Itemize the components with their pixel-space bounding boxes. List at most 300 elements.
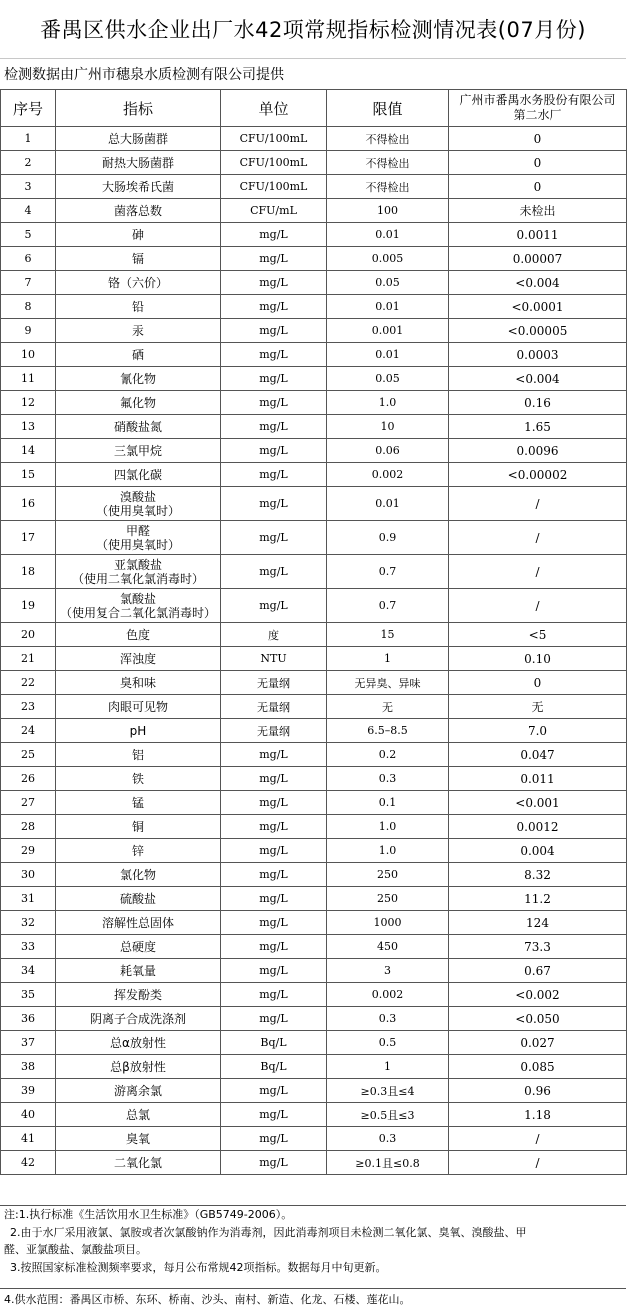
indicator-name: [56, 415, 221, 439]
limit-cell: 1.0: [327, 815, 449, 839]
limit-cell: 0.002: [327, 463, 449, 487]
indicator-name: [56, 839, 221, 863]
row-number: 14: [1, 439, 56, 463]
indicator-name-main: 二氧化氯: [113, 1155, 162, 1170]
result-cell: 0.96: [449, 1079, 627, 1103]
indicator-name: [56, 1079, 221, 1103]
indicator-name: [56, 671, 221, 695]
row-number: 32: [1, 911, 56, 935]
limit-cell: 0.9: [327, 521, 449, 555]
limit-cell: 450: [327, 935, 449, 959]
note-line-1: 注:1.执行标准《生活饮用水卫生标准》（GB5749-2006）。: [4, 1208, 293, 1221]
table-row: [1, 671, 627, 695]
indicator-name-main: 耗氧量: [119, 963, 156, 978]
indicator-name: [56, 1103, 221, 1127]
limit-cell: 250: [327, 863, 449, 887]
unit-cell: mg/L: [221, 391, 327, 415]
unit-cell: mg/L: [221, 1103, 327, 1127]
table-row: [1, 695, 627, 719]
unit-cell: CFU/100mL: [221, 127, 327, 151]
indicator-name-main: 亚氯酸盐: [113, 557, 162, 572]
limit-cell: 0.002: [327, 983, 449, 1007]
table-row: [1, 719, 627, 743]
header-indicator: 指标: [56, 90, 221, 127]
result-cell: <0.00002: [449, 463, 627, 487]
unit-cell: 无量纲: [221, 695, 327, 719]
row-number: 41: [1, 1127, 56, 1151]
indicator-name: [56, 983, 221, 1007]
indicator-name: [56, 223, 221, 247]
row-number: 3: [1, 175, 56, 199]
result-cell: 0.0011: [449, 223, 627, 247]
row-number: 35: [1, 983, 56, 1007]
result-cell: 0: [449, 175, 627, 199]
unit-cell: mg/L: [221, 839, 327, 863]
table-row: [1, 1007, 627, 1031]
indicator-name-main: 臭氧: [125, 1131, 150, 1146]
table-row: [1, 521, 627, 555]
indicator-name: [56, 391, 221, 415]
notes-block: [0, 1205, 626, 1289]
indicator-name-main: 溶解性总固体: [101, 915, 174, 930]
result-cell: 0.67: [449, 959, 627, 983]
unit-cell: Bq/L: [221, 1055, 327, 1079]
indicator-name: [56, 151, 221, 175]
row-number: 12: [1, 391, 56, 415]
unit-cell: mg/L: [221, 959, 327, 983]
row-number: 27: [1, 791, 56, 815]
table-row: [1, 767, 627, 791]
limit-cell: ≥0.3且≤4: [327, 1079, 449, 1103]
limit-cell: 10: [327, 415, 449, 439]
result-cell: 11.2: [449, 887, 627, 911]
limit-cell: 0.5: [327, 1031, 449, 1055]
indicator-name: [56, 959, 221, 983]
result-cell: /: [449, 521, 627, 555]
unit-cell: mg/L: [221, 743, 327, 767]
unit-cell: mg/L: [221, 1007, 327, 1031]
indicator-name: [56, 1007, 221, 1031]
unit-cell: NTU: [221, 647, 327, 671]
row-number: 11: [1, 367, 56, 391]
result-cell: /: [449, 1127, 627, 1151]
limit-cell: ≥0.1且≤0.8: [327, 1151, 449, 1175]
row-number: 36: [1, 1007, 56, 1031]
table-row: [1, 647, 627, 671]
unit-cell: mg/L: [221, 935, 327, 959]
table-row: [1, 815, 627, 839]
limit-cell: 1: [327, 647, 449, 671]
unit-cell: mg/L: [221, 487, 327, 521]
result-cell: 8.32: [449, 863, 627, 887]
row-number: 19: [1, 589, 56, 623]
row-number: 20: [1, 623, 56, 647]
result-cell: 0.085: [449, 1055, 627, 1079]
indicator-name-main: 大肠埃希氏菌: [101, 179, 174, 194]
row-number: 33: [1, 935, 56, 959]
indicator-name: [56, 555, 221, 589]
unit-cell: CFU/100mL: [221, 175, 327, 199]
row-number: 26: [1, 767, 56, 791]
unit-cell: 无量纲: [221, 719, 327, 743]
unit-cell: mg/L: [221, 767, 327, 791]
unit-cell: CFU/100mL: [221, 151, 327, 175]
table-row: [1, 199, 627, 223]
result-cell: 0.0003: [449, 343, 627, 367]
result-cell: 0: [449, 151, 627, 175]
page-title: 番禺区供水企业出厂水42项常规指标检测情况表(07月份): [0, 0, 626, 59]
limit-cell: 不得检出: [327, 175, 449, 199]
indicator-name-main: 铬（六价）: [107, 275, 168, 290]
indicator-name: [56, 589, 221, 623]
indicator-name-main: 硝酸盐氮: [113, 419, 162, 434]
row-number: 7: [1, 271, 56, 295]
indicator-name: [56, 623, 221, 647]
limit-cell: 0.3: [327, 767, 449, 791]
indicator-name-main: 总大肠菌群: [107, 131, 168, 146]
note-line-3: 醛、亚氯酸盐、氯酸盐项目。: [4, 1243, 147, 1256]
limit-cell: 不得检出: [327, 127, 449, 151]
unit-cell: mg/L: [221, 1079, 327, 1103]
note-line-2: 2.由于水厂采用液氯、氯胺或者次氯酸钠作为消毒剂，因此消毒剂项目未检测二氧化氯、臭氧、溴酸盐、甲: [10, 1225, 527, 1239]
indicator-name-main: 砷: [131, 227, 144, 242]
indicator-name-condition: （使用复合二氧化氯消毒时）: [59, 605, 216, 620]
unit-cell: Bq/L: [221, 1031, 327, 1055]
indicator-name: [56, 815, 221, 839]
unit-cell: mg/L: [221, 295, 327, 319]
indicator-name-main: 铝: [131, 747, 144, 762]
header-result-line2: 第二水厂: [513, 108, 562, 122]
indicator-name-main: 四氯化碳: [113, 467, 162, 482]
table-row: [1, 439, 627, 463]
row-number: 24: [1, 719, 56, 743]
row-number: 23: [1, 695, 56, 719]
result-cell: 124: [449, 911, 627, 935]
table-row: [1, 295, 627, 319]
limit-cell: 0.05: [327, 367, 449, 391]
row-number: 16: [1, 487, 56, 521]
indicator-name-condition: （使用臭氧时）: [95, 503, 180, 518]
unit-cell: mg/L: [221, 911, 327, 935]
result-cell: /: [449, 589, 627, 623]
indicator-name: [56, 199, 221, 223]
row-number: 21: [1, 647, 56, 671]
limit-cell: 0.01: [327, 223, 449, 247]
unit-cell: mg/L: [221, 1127, 327, 1151]
limit-cell: 0.01: [327, 487, 449, 521]
supply-scope-note: 4.供水范围：番禺区市桥、东环、桥南、沙头、南村、新造、化龙、石楼、莲花山。: [4, 1293, 411, 1306]
indicator-name: [56, 887, 221, 911]
table-row: [1, 127, 627, 151]
table-row: [1, 223, 627, 247]
result-cell: <0.0001: [449, 295, 627, 319]
indicator-name-main: 锌: [131, 843, 144, 858]
limit-cell: 0.1: [327, 791, 449, 815]
limit-cell: 100: [327, 199, 449, 223]
indicator-name: [56, 719, 221, 743]
table-row: [1, 589, 627, 623]
unit-cell: mg/L: [221, 815, 327, 839]
indicator-name: [56, 271, 221, 295]
result-cell: 0.011: [449, 767, 627, 791]
unit-cell: mg/L: [221, 343, 327, 367]
row-number: 9: [1, 319, 56, 343]
row-number: 10: [1, 343, 56, 367]
limit-cell: 0.3: [327, 1007, 449, 1031]
unit-cell: mg/L: [221, 589, 327, 623]
indicator-name-main: 镉: [131, 251, 144, 266]
result-cell: /: [449, 1151, 627, 1175]
row-number: 4: [1, 199, 56, 223]
result-cell: 0.004: [449, 839, 627, 863]
indicator-name: [56, 175, 221, 199]
indicator-name: [56, 863, 221, 887]
unit-cell: mg/L: [221, 271, 327, 295]
indicator-name-main: 硫酸盐: [119, 891, 156, 906]
indicator-name: [56, 791, 221, 815]
indicator-name: [56, 487, 221, 521]
indicator-name: [56, 319, 221, 343]
unit-cell: mg/L: [221, 247, 327, 271]
limit-cell: 0.001: [327, 319, 449, 343]
row-number: 31: [1, 887, 56, 911]
table-row: [1, 623, 627, 647]
indicator-name-main: 氟化物: [119, 395, 156, 410]
unit-cell: mg/L: [221, 887, 327, 911]
unit-cell: mg/L: [221, 863, 327, 887]
result-cell: <0.004: [449, 367, 627, 391]
unit-cell: mg/L: [221, 319, 327, 343]
table-row: [1, 959, 627, 983]
table-row: [1, 863, 627, 887]
indicator-name: [56, 295, 221, 319]
indicator-name: [56, 695, 221, 719]
indicator-name-main: 总β放射性: [110, 1059, 166, 1074]
indicator-name: [56, 521, 221, 555]
indicator-name: [56, 247, 221, 271]
table-row: [1, 247, 627, 271]
unit-cell: mg/L: [221, 791, 327, 815]
indicator-name-main: 挥发酚类: [113, 987, 162, 1002]
unit-cell: mg/L: [221, 983, 327, 1007]
indicator-name-main: 臭和味: [119, 675, 156, 690]
row-number: 28: [1, 815, 56, 839]
row-number: 2: [1, 151, 56, 175]
limit-cell: 0.01: [327, 343, 449, 367]
row-number: 1: [1, 127, 56, 151]
indicator-name-main: 浑浊度: [119, 651, 156, 666]
indicator-name-main: 总氯: [125, 1107, 150, 1122]
table-row: [1, 319, 627, 343]
indicator-name: [56, 343, 221, 367]
indicator-name: [56, 367, 221, 391]
limit-cell: 不得检出: [327, 151, 449, 175]
result-cell: /: [449, 487, 627, 521]
row-number: 37: [1, 1031, 56, 1055]
result-cell: 未检出: [449, 199, 627, 223]
indicator-name-main: 总硬度: [119, 939, 156, 954]
indicator-name-main: 氯酸盐: [119, 591, 156, 606]
limit-cell: 0.2: [327, 743, 449, 767]
result-cell: 73.3: [449, 935, 627, 959]
result-cell: 无: [449, 695, 627, 719]
row-number: 39: [1, 1079, 56, 1103]
indicator-name: [56, 911, 221, 935]
unit-cell: 无量纲: [221, 671, 327, 695]
indicator-name: [56, 463, 221, 487]
indicator-name-condition: （使用二氧化氯消毒时）: [71, 571, 204, 586]
table-row: [1, 983, 627, 1007]
table-row: [1, 151, 627, 175]
indicator-name-main: 三氯甲烷: [113, 443, 162, 458]
unit-cell: 度: [221, 623, 327, 647]
table-row: [1, 1031, 627, 1055]
table-row: [1, 743, 627, 767]
table-row: [1, 415, 627, 439]
indicator-name-main: pH: [129, 723, 147, 738]
result-cell: /: [449, 555, 627, 589]
limit-cell: 无异臭、异味: [327, 671, 449, 695]
indicator-name-main: 总α放射性: [110, 1035, 166, 1050]
indicator-name: [56, 127, 221, 151]
limit-cell: 3: [327, 959, 449, 983]
result-cell: 0: [449, 671, 627, 695]
indicator-name: [56, 1151, 221, 1175]
indicator-name-main: 氰化物: [119, 371, 156, 386]
unit-cell: mg/L: [221, 555, 327, 589]
indicator-name: [56, 743, 221, 767]
limit-cell: 0.05: [327, 271, 449, 295]
table-row: [1, 367, 627, 391]
table-row: [1, 343, 627, 367]
limit-cell: 250: [327, 887, 449, 911]
row-number: 18: [1, 555, 56, 589]
result-cell: 0: [449, 127, 627, 151]
result-cell: <0.00005: [449, 319, 627, 343]
row-number: 38: [1, 1055, 56, 1079]
table-row: [1, 555, 627, 589]
table-header-row: [1, 90, 627, 127]
limit-cell: 1.0: [327, 391, 449, 415]
result-cell: 0.047: [449, 743, 627, 767]
result-cell: 0.027: [449, 1031, 627, 1055]
unit-cell: mg/L: [221, 415, 327, 439]
table-row: [1, 391, 627, 415]
header-limit: 限值: [327, 90, 449, 127]
indicator-name-main: 菌落总数: [113, 203, 162, 218]
table-body: [1, 127, 627, 1175]
indicator-name: [56, 1031, 221, 1055]
row-number: 17: [1, 521, 56, 555]
limit-cell: 0.7: [327, 555, 449, 589]
limit-cell: 无: [327, 695, 449, 719]
result-cell: 0.0012: [449, 815, 627, 839]
unit-cell: mg/L: [221, 367, 327, 391]
table-row: [1, 271, 627, 295]
header-unit: 单位: [221, 90, 327, 127]
limit-cell: 1000: [327, 911, 449, 935]
indicator-name-main: 锰: [131, 795, 144, 810]
indicator-name: [56, 767, 221, 791]
row-number: 25: [1, 743, 56, 767]
limit-cell: 1.0: [327, 839, 449, 863]
limit-cell: 0.005: [327, 247, 449, 271]
indicator-name-main: 铁: [131, 771, 144, 786]
indicator-name-main: 铜: [131, 819, 144, 834]
table-row: [1, 839, 627, 863]
indicator-name: [56, 1127, 221, 1151]
indicator-name-main: 溴酸盐: [119, 489, 156, 504]
limit-cell: 6.5–8.5: [327, 719, 449, 743]
table-row: [1, 1127, 627, 1151]
indicator-name: [56, 1055, 221, 1079]
header-result-line1: 广州市番禺水务股份有限公司: [459, 93, 616, 107]
row-number: 42: [1, 1151, 56, 1175]
header-result: [449, 90, 627, 127]
note-line-4: 3.按照国家标准检测频率要求，每月公布常规42项指标。数据每月中旬更新。: [10, 1260, 387, 1274]
table-row: [1, 911, 627, 935]
limit-cell: 1: [327, 1055, 449, 1079]
row-number: 34: [1, 959, 56, 983]
indicator-name: [56, 647, 221, 671]
header-no: 序号: [1, 90, 56, 127]
table-row: [1, 935, 627, 959]
table-row: [1, 1079, 627, 1103]
indicator-name-condition: （使用臭氧时）: [95, 537, 180, 552]
row-number: 30: [1, 863, 56, 887]
indicator-name-main: 耐热大肠菌群: [101, 155, 174, 170]
result-cell: <5: [449, 623, 627, 647]
limit-cell: 0.01: [327, 295, 449, 319]
result-cell: <0.050: [449, 1007, 627, 1031]
limit-cell: ≥0.5且≤3: [327, 1103, 449, 1127]
data-source-line: 检测数据由广州市穗泉水质检测有限公司提供: [4, 67, 284, 83]
row-number: 15: [1, 463, 56, 487]
indicator-name-main: 汞: [131, 323, 144, 338]
indicator-name-main: 色度: [125, 627, 150, 642]
indicator-name-main: 游离余氯: [113, 1083, 162, 1098]
table-row: [1, 1103, 627, 1127]
table-row: [1, 175, 627, 199]
limit-cell: 0.3: [327, 1127, 449, 1151]
indicator-name-main: 肉眼可见物: [107, 699, 168, 714]
limit-cell: 0.7: [327, 589, 449, 623]
row-number: 8: [1, 295, 56, 319]
unit-cell: mg/L: [221, 223, 327, 247]
unit-cell: mg/L: [221, 1151, 327, 1175]
indicator-table: [0, 89, 627, 1175]
row-number: 6: [1, 247, 56, 271]
indicator-name: [56, 935, 221, 959]
table-row: [1, 1151, 627, 1175]
table-row: [1, 487, 627, 521]
result-cell: 0.0096: [449, 439, 627, 463]
unit-cell: mg/L: [221, 521, 327, 555]
row-number: 40: [1, 1103, 56, 1127]
indicator-name-main: 甲醛: [125, 523, 150, 538]
unit-cell: mg/L: [221, 439, 327, 463]
limit-cell: 15: [327, 623, 449, 647]
row-number: 22: [1, 671, 56, 695]
indicator-name-main: 硒: [131, 347, 144, 362]
table-row: [1, 463, 627, 487]
row-number: 29: [1, 839, 56, 863]
result-cell: 1.18: [449, 1103, 627, 1127]
result-cell: 0.00007: [449, 247, 627, 271]
indicator-name-main: 氯化物: [119, 867, 156, 882]
row-number: 5: [1, 223, 56, 247]
result-cell: 7.0: [449, 719, 627, 743]
